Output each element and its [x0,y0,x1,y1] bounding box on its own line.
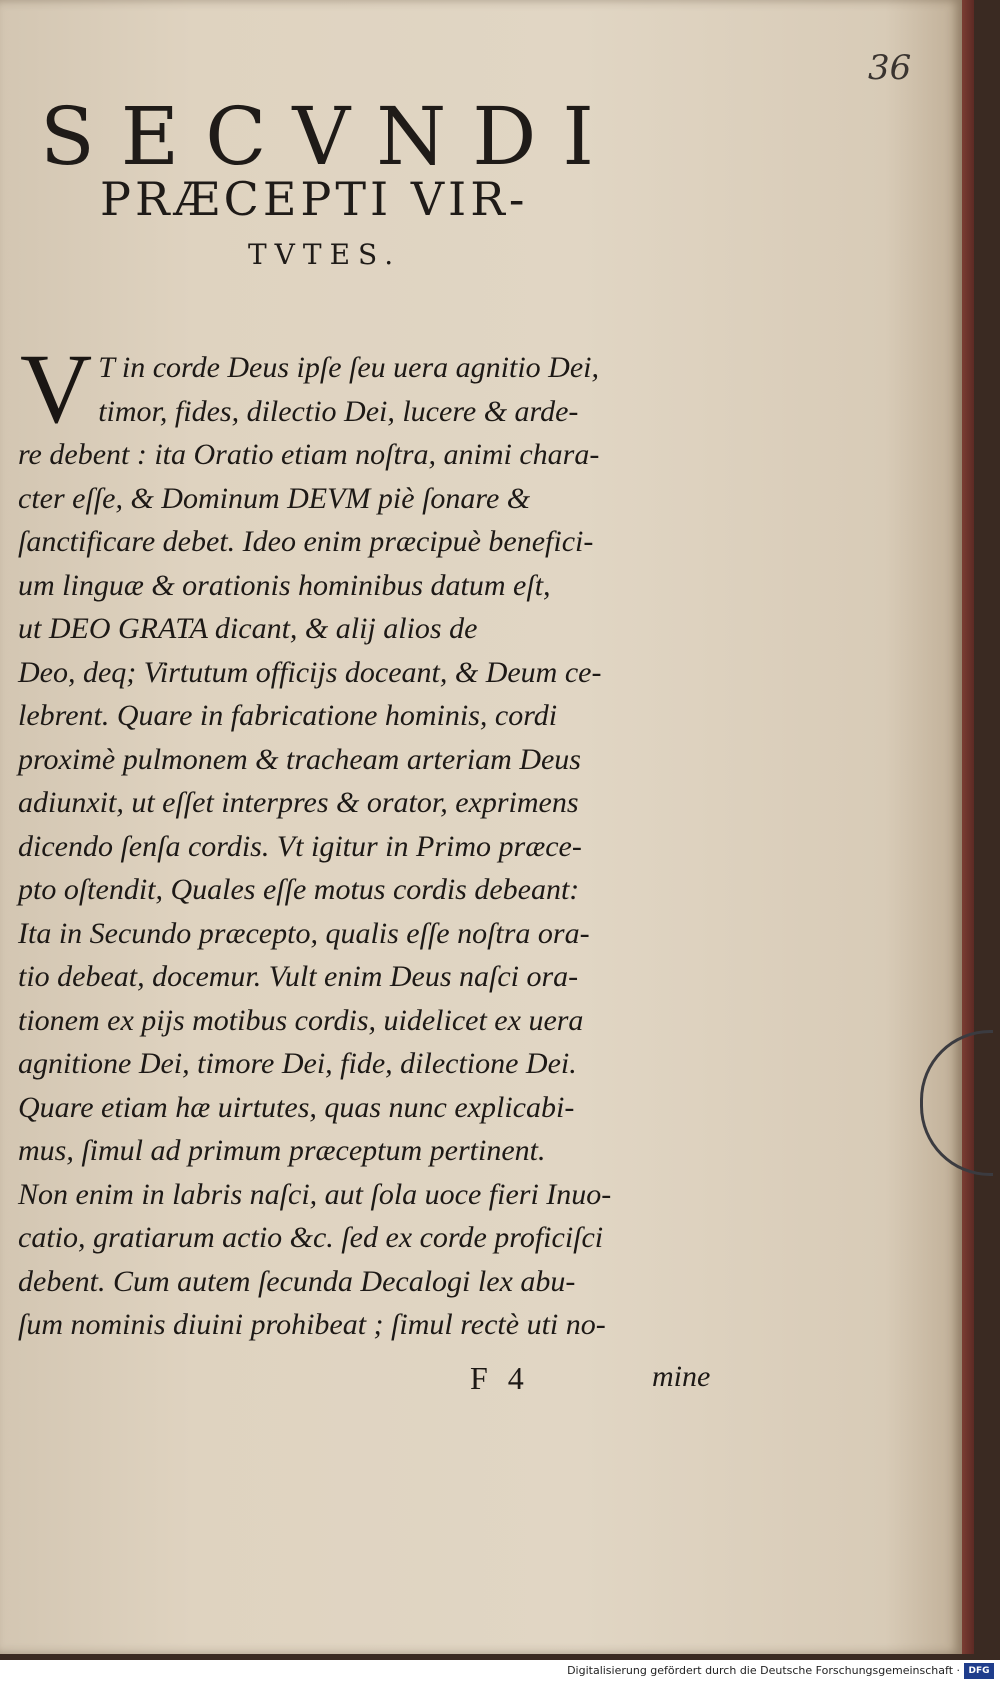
footer-credit: Digitalisierung gefördert durch die Deutsche Forschungsgemeinschaft · [567,1664,960,1677]
text-line: Deo, deq; Virtutum officijs doceant, & Deum ce- [18,655,602,689]
text-line: um linguæ & orationis hominibus datum eſt, [18,568,551,602]
text-line: proximè pulmonem & tracheam arteriam Deus [18,742,581,776]
heading-line-1: SECVNDI [40,90,620,183]
text-line: Quare etiam hæ uirtutes, quas nunc explicabi- [18,1090,575,1124]
text-line: Ita in Secundo præcepto, qualis eſſe noſtra ora- [18,916,590,950]
text-line: catio, gratiarum actio &c. ſed ex corde proficiſci [18,1221,604,1254]
text-line: lebrent. Quare in fabricatione hominis, cordi [18,699,558,732]
text-line: ſanctificare debet. Ideo enim præcipuè benefici- [18,525,594,558]
text-line: tio debeat, docemur. Vult enim Deus naſci ora- [18,960,579,993]
text-line: adiunxit, ut eſſet interpres & orator, exprimens [18,786,579,819]
text-line: dicendo ſenſa cordis. Vt igitur in Primo præce- [18,829,582,863]
footer-bar [0,1660,1000,1686]
signature-mark: F 4 [470,1360,530,1396]
text-line: mus, ſimul ad primum præceptum pertinent. [18,1134,546,1167]
heading-line-2: PRÆCEPTI VIR- [100,172,529,226]
text-line: tionem ex pijs motibus cordis, uidelicet ex uera [18,1003,584,1037]
text-line: T in corde Deus ipſe ſeu uera agnitio Dei, [98,351,599,384]
text-line: timor, fides, dilectio Dei, lucere & arde- [98,394,579,428]
text-line: ut DEO GRATA dicant, & alij alios de [18,612,478,645]
dfg-logo-icon: DFG [964,1663,994,1679]
heading-line-3: TVTES. [248,238,402,271]
text-line: ſum nominis diuini prohibeat ; ſimul rectè uti no- [18,1308,606,1341]
catchword: mine [652,1360,711,1393]
text-line: pto oſtendit, Quales eſſe motus cordis debeant: [18,873,580,906]
drop-cap: V [20,333,93,444]
page-edge [962,0,974,1654]
text-line: agnitione Dei, timore Dei, fide, dilectione Dei. [18,1047,577,1080]
body-text [18,333,718,1347]
text-line: debent. Cum autem ſecunda Decalogi lex abu- [18,1264,576,1298]
text-line: cter eſſe, & Dominum DEVM piè ſonare & [18,481,531,515]
text-line: Non enim in labris naſci, aut ſola uoce fieri Inuo- [18,1177,612,1211]
text-line: re debent : ita Oratio etiam noſtra, animi chara- [18,438,600,471]
folio-number: 36 [868,48,912,88]
